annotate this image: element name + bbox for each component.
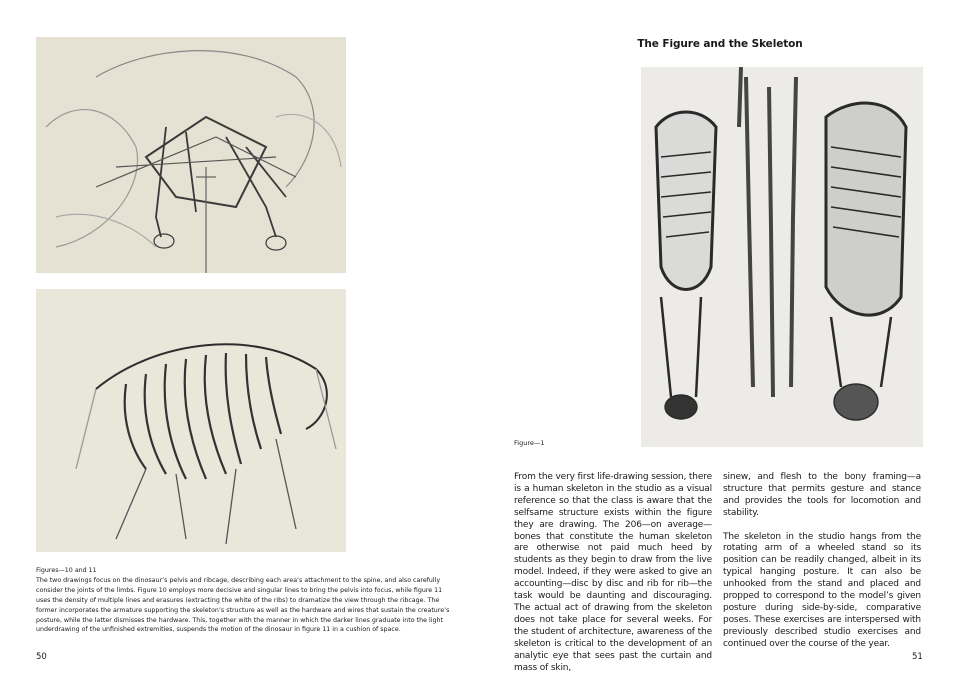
figure-1-label: Figure—1 <box>514 439 545 447</box>
caption-text: The two drawings focus on the dinosaur’s pelvis and ribcage, describing each area’s attachment to the spine, and also carefully consider the joints of the limbs. Figure 10 employs more decisive and singular lines to bring the pelvis into focus, while figure 11 uses the density of multiple lines and erasures (extracting the white of the ribs) to dramatize the view through the ribcage. The former incorporates the armature supporting the skeleton’s structure as well as the hardware and wires that sustain the creature’s posture, while the latter dismisses the hardware. This, together with the manner in which the darker lines graduate into the light underdrawing of the unfinished extremities, suspends the motion of the dinosaur in figure 11 in a cushion of space. <box>36 576 450 634</box>
body-paragraph: sinew, and flesh to the bony framing—a structure that permits gesture and stance and provides the tools for locomotion and stability. <box>723 472 921 518</box>
caption-heading: Figures—10 and 11 <box>36 567 97 574</box>
figure-11-ribcage-drawing <box>36 289 346 552</box>
body-column-1 <box>514 472 712 686</box>
page-number-right: 51 <box>912 652 923 662</box>
body-paragraph: From the very first life-drawing session, there is a human skeleton in the studio as a visual reference so that the class is aware that the selfsame structure exists within the figure they are drawing. The 206—on average—bones that constitute the human skeleton are otherwise not paid much heed by students as they begin to draw from the live model. Indeed, if they were asked to give an accounting—disc by disc and rib for rib—the task would be daunting and discouraging. The actual act of drawing from the skeleton does not take place for several weeks. For the student of architecture, awareness of the skeleton is critical to the development of an analytic eye that sees past the curtain and mass of skin, <box>514 472 712 673</box>
figure-10-pelvis-drawing <box>36 37 346 273</box>
figure-1-skeleton-drawing <box>641 67 923 447</box>
chapter-title: The Figure and the Skeleton <box>637 38 803 50</box>
page-number-left: 50 <box>36 652 47 662</box>
body-paragraph: The skeleton in the studio hangs from the rotating arm of a wheeled stand so its position can be readily changed, albeit in its typical hanging posture. It can also be unhooked from the stand and placed and propped to correspond to the model’s given posture during side-by-side, comparative poses. These exercises are interspersed with previously described studio exercises and continued over the course of the year. <box>723 531 921 649</box>
figure-caption <box>36 566 456 635</box>
body-column-2 <box>723 472 921 662</box>
